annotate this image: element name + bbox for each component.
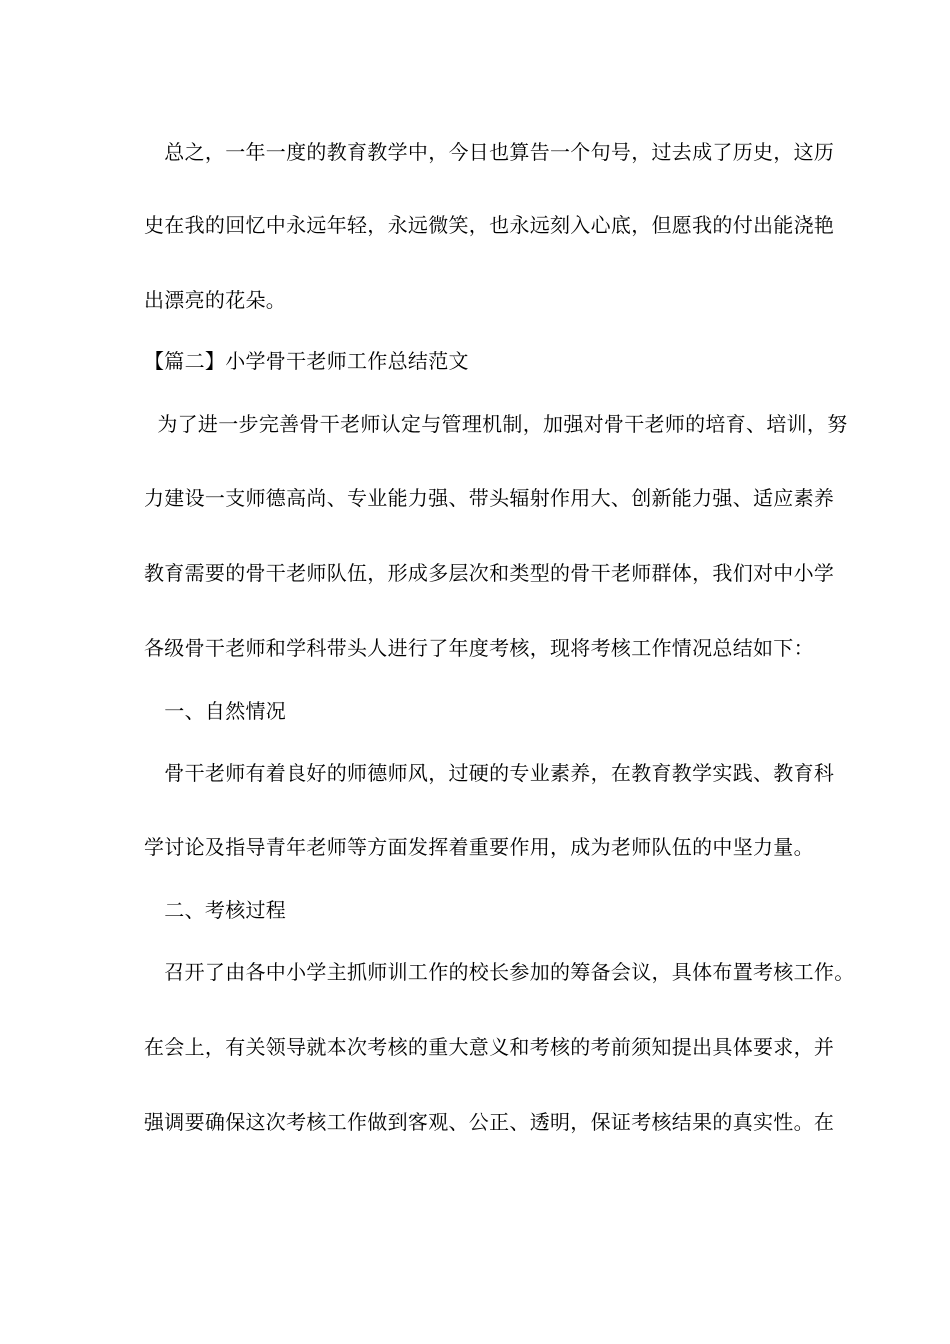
section-heading: 【篇二】小学骨干老师工作总结范文: [144, 349, 469, 373]
subsection-heading: 一、自然情况: [144, 699, 287, 723]
paragraph-line: 出漂亮的花朵。: [144, 288, 287, 312]
paragraph-line: 力建设一支师德高尚、专业能力强、带头辐射作用大、创新能力强、适应素养: [144, 486, 835, 510]
subsection-heading: 二、考核过程: [144, 898, 287, 922]
paragraph-line: 学讨论及指导青年老师等方面发挥着重要作用，成为老师队伍的中坚力量。: [144, 835, 814, 859]
paragraph-line: 史在我的回忆中永远年轻，永远微笑，也永远刻入心底，但愿我的付出能浇艳: [144, 213, 835, 237]
paragraph-line: 强调要确保这次考核工作做到客观、公正、透明，保证考核结果的真实性。在: [144, 1110, 835, 1134]
paragraph-line: 骨干老师有着良好的师德师风，过硬的专业素养，在教育教学实践、教育科: [144, 761, 835, 785]
paragraph-line: 各级骨干老师和学科带头人进行了年度考核，现将考核工作情况总结如下：: [144, 636, 814, 660]
paragraph-line: 为了进一步完善骨干老师认定与管理机制，加强对骨干老师的培育、培训，努: [144, 412, 848, 436]
paragraph-line: 在会上，有关领导就本次考核的重大意义和考核的考前须知提出具体要求，并: [144, 1035, 835, 1059]
paragraph-line: 召开了由各中小学主抓师训工作的校长参加的筹备会议，具体布置考核工作。: [144, 960, 855, 984]
paragraph-line: 教育需要的骨干老师队伍，形成多层次和类型的骨干老师群体，我们对中小学: [144, 561, 835, 585]
paragraph-line: 总之，一年一度的教育教学中，今日也算告一个句号，过去成了历史，这历: [144, 140, 835, 164]
